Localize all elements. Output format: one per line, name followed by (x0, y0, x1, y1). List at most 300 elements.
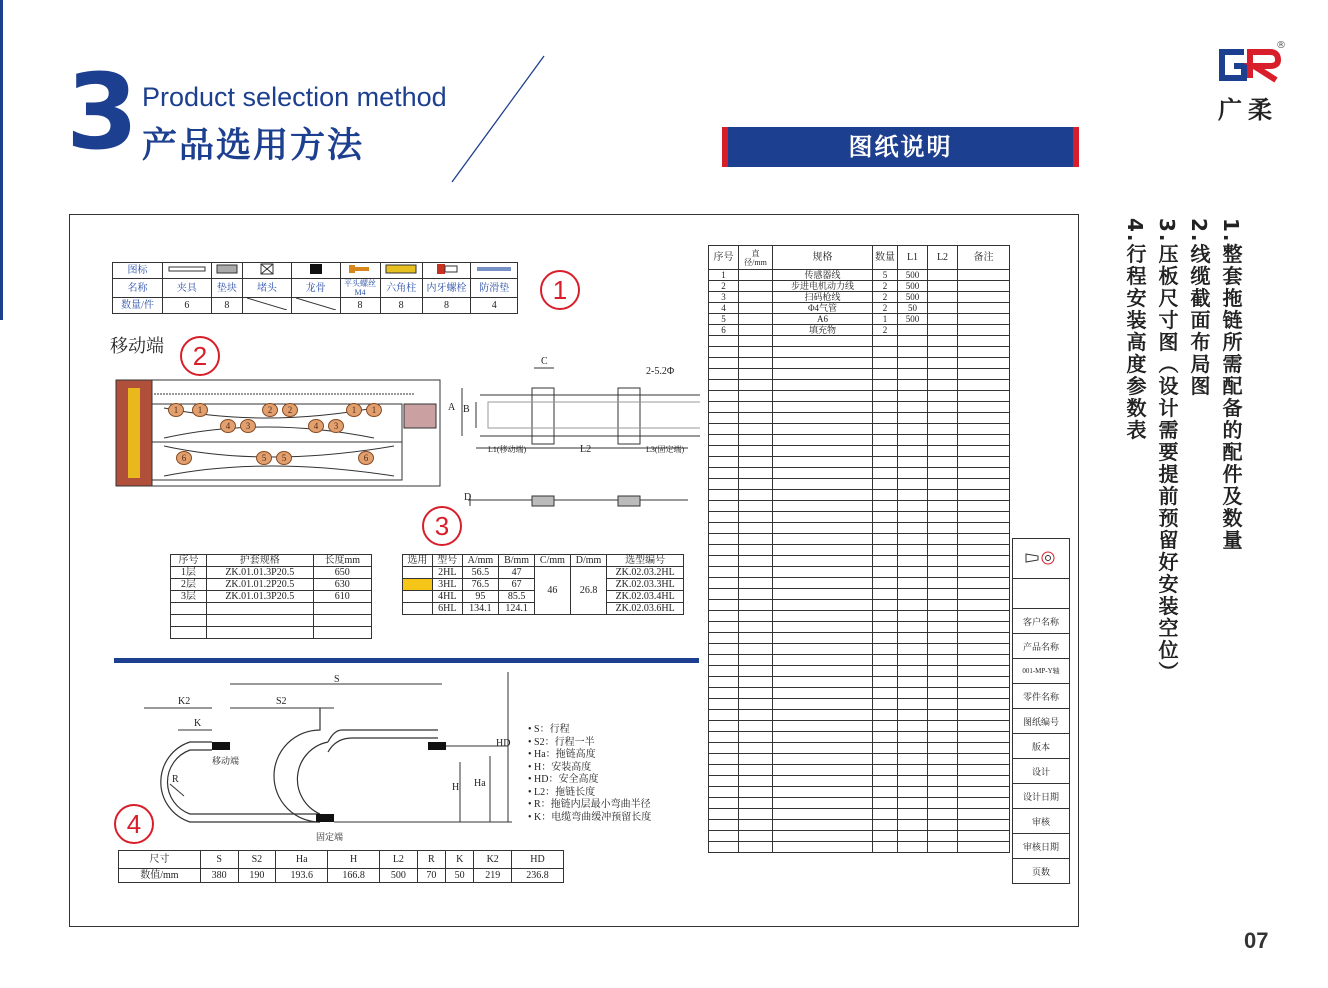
cell (709, 666, 739, 677)
table-row (171, 603, 372, 615)
legend-text: HD：安全高度 (534, 774, 599, 785)
cell (958, 468, 1010, 479)
cell (898, 325, 928, 336)
table-row (709, 688, 1010, 699)
cell (709, 721, 739, 732)
cell (928, 391, 958, 402)
cell (898, 666, 928, 677)
cell (873, 798, 898, 809)
cell (873, 589, 898, 600)
cell (898, 688, 928, 699)
cell (898, 721, 928, 732)
cell (709, 446, 739, 457)
cable-number: 1 (168, 403, 184, 417)
title-block (1012, 538, 1070, 884)
header-cell: L2 (380, 851, 418, 869)
table-row (709, 820, 1010, 831)
cell (773, 809, 873, 820)
cell (928, 831, 958, 842)
cell: 产品名称 (1013, 634, 1070, 659)
cell (773, 655, 873, 666)
cell (739, 732, 773, 743)
cell: 70 (417, 869, 445, 883)
dim-s-label: S (334, 674, 340, 685)
cell (773, 666, 873, 677)
cell (928, 435, 958, 446)
table-row (1013, 859, 1070, 884)
legend-text: L2：拖链长度 (534, 786, 596, 798)
cell (709, 468, 739, 479)
cell (898, 424, 928, 435)
cell (773, 787, 873, 798)
header-cell: 数量 (873, 246, 898, 270)
cell (928, 820, 958, 831)
cell (739, 809, 773, 820)
fixed-end-label: 固定端 (316, 832, 344, 842)
cell: 设计日期 (1013, 784, 1070, 809)
table-row (709, 380, 1010, 391)
registered-mark: ® (1276, 40, 1286, 51)
cell (739, 699, 773, 710)
header-cell: L2 (928, 246, 958, 270)
cell (313, 603, 371, 615)
cell (928, 567, 958, 578)
header-cell: Ha (276, 851, 328, 869)
cell (873, 699, 898, 710)
cell: 8 (380, 298, 422, 314)
cell (773, 523, 873, 534)
cell (773, 435, 873, 446)
cell (958, 369, 1010, 380)
cell (709, 512, 739, 523)
cell (739, 534, 773, 545)
cell (898, 358, 928, 369)
cell (873, 622, 898, 633)
cell (928, 721, 958, 732)
cell: 650 (313, 567, 371, 579)
cell (873, 556, 898, 567)
cell (898, 490, 928, 501)
cell (773, 413, 873, 424)
cell (709, 776, 739, 787)
cell: 垫块 (211, 279, 242, 298)
cell (958, 754, 1010, 765)
bullet-icon: • (528, 749, 535, 760)
cell (873, 501, 898, 512)
cable-number: 1 (192, 403, 208, 417)
dim-a-label: A (448, 402, 456, 413)
cell (739, 325, 773, 336)
cell: 页数 (1013, 859, 1070, 884)
table-row (1013, 539, 1070, 579)
cell (773, 611, 873, 622)
cell (773, 479, 873, 490)
cell: 166.8 (328, 869, 380, 883)
cell (873, 743, 898, 754)
cell (958, 358, 1010, 369)
cell (709, 358, 739, 369)
cell (739, 512, 773, 523)
table-row (113, 279, 518, 298)
caption-3: 3.压板尺寸图（设计需要提前预留好安装空位） (1155, 218, 1179, 684)
cell (898, 501, 928, 512)
table-row (709, 391, 1010, 402)
table-row (709, 765, 1010, 776)
header-cell: L1 (898, 246, 928, 270)
cell: 610 (313, 591, 371, 603)
cell: 500 (898, 314, 928, 325)
cell (958, 292, 1010, 303)
table-row (709, 567, 1010, 578)
table-row (709, 501, 1010, 512)
cell: 85.5 (499, 591, 535, 603)
cell (739, 281, 773, 292)
table-row (709, 787, 1010, 798)
cell: 3 (709, 292, 739, 303)
header-cell: 护套规格 (207, 555, 314, 567)
cell (898, 578, 928, 589)
cell: 零件名称 (1013, 684, 1070, 709)
cell (958, 842, 1010, 853)
cell (958, 314, 1010, 325)
header-cell: 型号 (432, 555, 462, 567)
cell (739, 798, 773, 809)
cell (873, 545, 898, 556)
cell (928, 303, 958, 314)
cell (171, 615, 207, 627)
cell (773, 534, 873, 545)
table-row (709, 666, 1010, 677)
header-cell: C/mm (535, 555, 571, 567)
cell (873, 809, 898, 820)
cell (873, 424, 898, 435)
caption-4: 4.行程安装高度参数表 (1123, 218, 1147, 442)
cell (928, 545, 958, 556)
table-row (709, 545, 1010, 556)
legend-text: S：行程 (534, 724, 570, 735)
cell (958, 270, 1010, 281)
cell (709, 699, 739, 710)
table-row (709, 534, 1010, 545)
cell: 8 (340, 298, 380, 314)
cell (773, 402, 873, 413)
table-row (709, 270, 1010, 281)
legend-item (528, 808, 651, 823)
cell (739, 820, 773, 831)
cable-number: 3 (240, 419, 256, 433)
cell (313, 627, 371, 639)
section-number: 3 (66, 51, 135, 173)
cell (709, 743, 739, 754)
dim-b-label: B (463, 404, 470, 415)
cell: 2 (709, 281, 739, 292)
moving-end-label: 移动端 (212, 756, 240, 766)
cell (873, 765, 898, 776)
cell (873, 402, 898, 413)
cell: 2 (873, 292, 898, 303)
row-label: 名称 (113, 279, 163, 298)
cell (739, 622, 773, 633)
cell (958, 545, 1010, 556)
cell (739, 787, 773, 798)
cell (898, 842, 928, 853)
cell (898, 809, 928, 820)
cell (958, 732, 1010, 743)
cell: 夹具 (163, 279, 212, 298)
cell: 5 (873, 270, 898, 281)
cell (928, 699, 958, 710)
cell (739, 292, 773, 303)
cell (873, 446, 898, 457)
table-row (1013, 734, 1070, 759)
cell (709, 545, 739, 556)
cell (958, 424, 1010, 435)
dim-k-label: K (194, 718, 202, 729)
table-row (1013, 634, 1070, 659)
cell (928, 589, 958, 600)
cell (928, 413, 958, 424)
cell (739, 644, 773, 655)
hole-label: 2-5.2Φ (646, 366, 675, 377)
cell (958, 556, 1010, 567)
cell (928, 666, 958, 677)
dim-l1-label: L1(移动端) (488, 445, 527, 454)
cell (873, 534, 898, 545)
cell (898, 567, 928, 578)
cell: 平头螺丝M4 (340, 279, 380, 298)
cell (207, 627, 314, 639)
cell (739, 765, 773, 776)
cell (898, 787, 928, 798)
cell (898, 391, 928, 402)
cell (898, 820, 928, 831)
cell (403, 603, 433, 615)
cell (928, 798, 958, 809)
cell: 193.6 (276, 869, 328, 883)
cell (873, 644, 898, 655)
cell (898, 644, 928, 655)
cell (773, 820, 873, 831)
cell (958, 644, 1010, 655)
cell: 50 (898, 303, 928, 314)
cell (739, 633, 773, 644)
cell (739, 567, 773, 578)
cell (709, 633, 739, 644)
cell (928, 314, 958, 325)
cell (928, 402, 958, 413)
cell: ZK.01.01.3P20.5 (207, 567, 314, 579)
cell (958, 578, 1010, 589)
cell (928, 754, 958, 765)
table-row (709, 842, 1010, 853)
cell (873, 611, 898, 622)
table-row (171, 567, 372, 579)
cell: 500 (898, 292, 928, 303)
table-row (709, 424, 1010, 435)
cell (873, 523, 898, 534)
cell (958, 633, 1010, 644)
table-row (709, 622, 1010, 633)
cell (709, 567, 739, 578)
cell (958, 809, 1010, 820)
bullet-icon: • (528, 761, 535, 773)
cable-number: 2 (282, 403, 298, 417)
cell (709, 336, 739, 347)
header-cell: 尺寸 (119, 851, 201, 869)
hex-post-icon (380, 263, 422, 279)
title-en: Product selection method (142, 82, 447, 112)
cell (739, 600, 773, 611)
cell (958, 446, 1010, 457)
cell: 190 (238, 869, 276, 883)
cell (898, 831, 928, 842)
cell: 防滑垫 (471, 279, 518, 298)
cell: 步进电机动力线 (773, 281, 873, 292)
header-cell: 序号 (171, 555, 207, 567)
cell (709, 402, 739, 413)
table-row (709, 809, 1010, 820)
cell: 3HL (432, 579, 462, 591)
cell (898, 380, 928, 391)
cell (773, 567, 873, 578)
cell (773, 831, 873, 842)
header-cell: 选型编号 (607, 555, 684, 567)
cell: 版本 (1013, 734, 1070, 759)
cell (873, 479, 898, 490)
cell (958, 391, 1010, 402)
cell (928, 622, 958, 633)
cell (873, 490, 898, 501)
table-row (709, 468, 1010, 479)
cell: 设计 (1013, 759, 1070, 784)
cable-number: 5 (256, 451, 272, 465)
cell (739, 424, 773, 435)
cell (928, 380, 958, 391)
cell (773, 380, 873, 391)
clamp-icon (163, 263, 212, 279)
cell: 76.5 (462, 579, 498, 591)
cell (898, 512, 928, 523)
cell (773, 358, 873, 369)
cell (873, 776, 898, 787)
cell (873, 578, 898, 589)
cell: 26.8 (570, 567, 606, 615)
cell (709, 435, 739, 446)
cell (773, 391, 873, 402)
cell (928, 446, 958, 457)
bullet-icon: • (528, 786, 535, 798)
cell (873, 413, 898, 424)
cell (773, 347, 873, 358)
projection-icon (1013, 539, 1070, 579)
cell (739, 710, 773, 721)
cell (928, 776, 958, 787)
cable-number: 1 (366, 403, 382, 417)
cell (928, 611, 958, 622)
cell (928, 523, 958, 534)
table-row (709, 721, 1010, 732)
cell (898, 534, 928, 545)
cell (739, 655, 773, 666)
cell (928, 490, 958, 501)
cell (958, 721, 1010, 732)
cell (958, 655, 1010, 666)
cell (928, 743, 958, 754)
cell: ZK.02.03.3HL (607, 579, 684, 591)
cell (898, 754, 928, 765)
cell: 380 (200, 869, 238, 883)
cell (739, 523, 773, 534)
cell (898, 446, 928, 457)
cell (873, 512, 898, 523)
cell: ZK.01.01.3P20.5 (207, 591, 314, 603)
cell (898, 545, 928, 556)
table-row (113, 298, 518, 314)
cell (171, 603, 207, 615)
dim-d-label: D (464, 492, 472, 503)
cell (739, 413, 773, 424)
cell (739, 303, 773, 314)
cell (709, 578, 739, 589)
cell (739, 677, 773, 688)
table-row (709, 611, 1010, 622)
cell (709, 732, 739, 743)
cell (709, 677, 739, 688)
cell (709, 787, 739, 798)
cell (898, 336, 928, 347)
cell (773, 545, 873, 556)
legend-text: H：安装高度 (534, 761, 592, 773)
cell (873, 721, 898, 732)
cell: 47 (499, 567, 535, 579)
left-edge-bar (0, 0, 3, 320)
cell: 数值/mm (119, 869, 201, 883)
cell (739, 721, 773, 732)
cell (739, 479, 773, 490)
table-row (709, 732, 1010, 743)
row-label: 图标 (113, 263, 163, 279)
cell (207, 615, 314, 627)
cell (171, 627, 207, 639)
cell (958, 600, 1010, 611)
cell (773, 600, 873, 611)
dim-h-label: H (452, 782, 460, 793)
cell: Φ4气管 (773, 303, 873, 314)
cell (898, 369, 928, 380)
table-row (709, 710, 1010, 721)
header-cell: 直径/mm (739, 246, 773, 270)
cell (898, 798, 928, 809)
cell (958, 820, 1010, 831)
table-row (709, 743, 1010, 754)
cell (873, 435, 898, 446)
cell (898, 457, 928, 468)
cell: 500 (380, 869, 418, 883)
cell: 3层 (171, 591, 207, 603)
cell (709, 754, 739, 765)
cell (898, 710, 928, 721)
cell (958, 347, 1010, 358)
table-row (119, 851, 564, 869)
cell (928, 732, 958, 743)
cell (928, 556, 958, 567)
table-row (1013, 609, 1070, 634)
cell (898, 611, 928, 622)
table-row (709, 490, 1010, 501)
cell (958, 523, 1010, 534)
cell: 4 (471, 298, 518, 314)
cell (739, 688, 773, 699)
